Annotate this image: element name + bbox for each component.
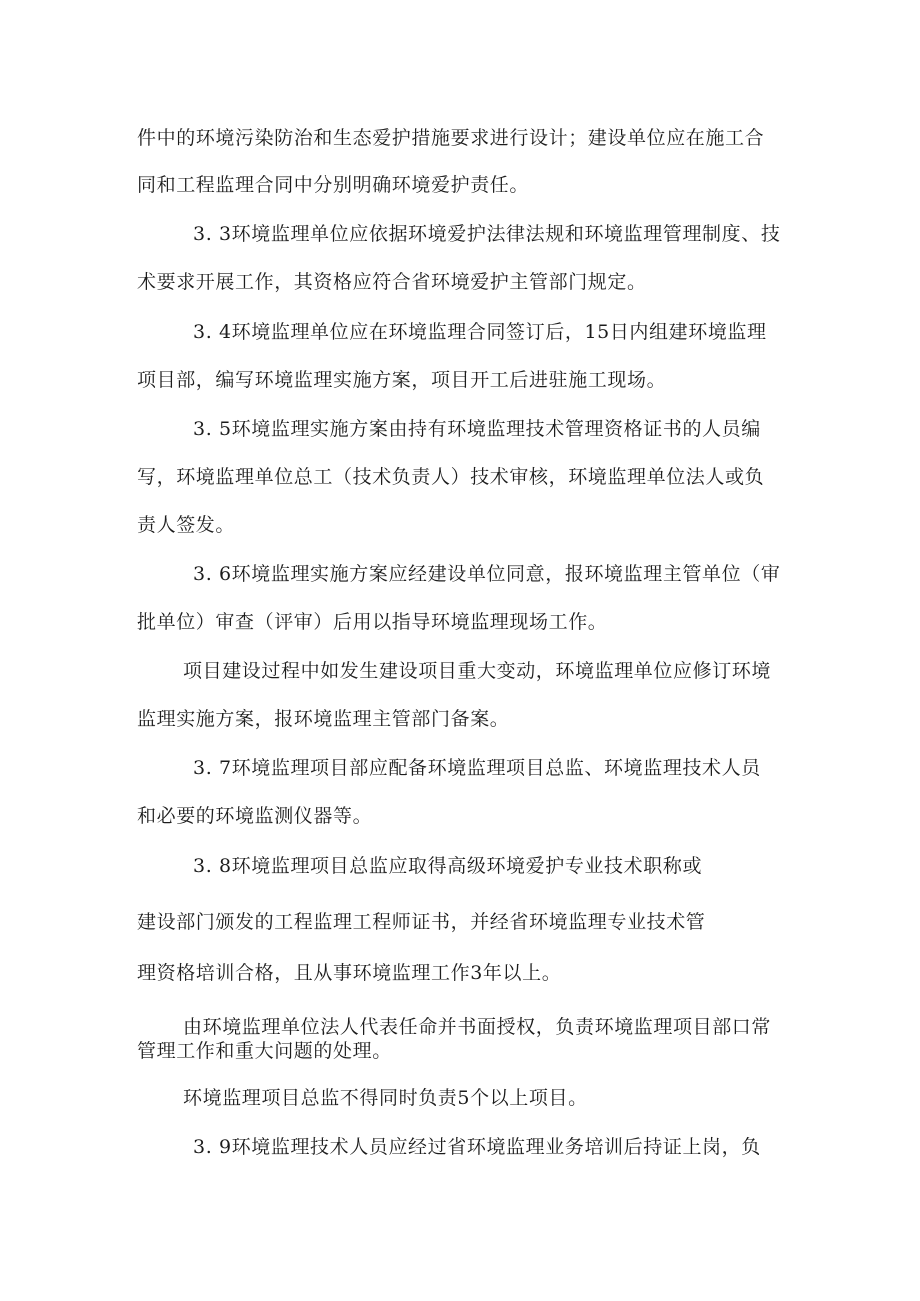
text-line: 3. 9环境监理技术人员应经过省环境监理业务培训后持证上岗，负 — [193, 1136, 761, 1158]
text-line: 3. 3环境监理单位应依据环境爱护法律法规和环境监理管理制度、技 — [193, 223, 781, 245]
text-line: 术要求开展工作，其资格应符合省环境爱护主管部门规定。 — [137, 271, 647, 293]
text-line: 由环境监理单位法人代表任命并书面授权，负责环境监理项目部口常 — [183, 1016, 772, 1038]
text-line: 建设部门颁发的工程监理工程师证书，并经省环境监理专业技术管 — [137, 911, 706, 933]
text-line: 3. 5环境监理实施方案由持有环境监理技术管理资格证书的人员编 — [193, 418, 761, 440]
text-line: 件中的环境污染防治和生态爱护措施要求进行设计；建设单位应在施工合 — [137, 127, 765, 149]
text-line: 3. 8环境监理项目总监应取得高级环境爱护专业技术职称或 — [193, 855, 703, 877]
text-line: 批单位）审查（评审）后用以指导环境监理现场工作。 — [137, 611, 608, 633]
text-line: 环境监理项目总监不得同时负责5个以上项目。 — [183, 1087, 588, 1109]
text-line: 同和工程监理合同中分别明确环境爱护责任。 — [137, 174, 530, 196]
text-line: 监理实施方案，报环境监理主管部门备案。 — [137, 708, 510, 730]
text-line: 责人签发。 — [137, 514, 236, 536]
text-line: 3. 6环境监理实施方案应经建设单位同意，报环境监理主管单位（审 — [193, 563, 781, 585]
text-line: 写，环境监理单位总工（技术负责人）技术审核，环境监理单位法人或负 — [137, 466, 765, 488]
text-line: 项目建设过程中如发生建设项目重大变动，环境监理单位应修订环境 — [183, 660, 772, 682]
text-line: 管理工作和重大问题的处理。 — [137, 1040, 392, 1062]
text-line: 项目部，编写环境监理实施方案，项目开工后进驻施工现场。 — [137, 369, 667, 391]
text-line: 3. 4环境监理单位应在环境监理合同签订后，15日内组建环境监理 — [193, 321, 767, 343]
text-line: 3. 7环境监理项目部应配备环境监理项目总监、环境监理技术人员 — [193, 757, 761, 779]
text-line: 和必要的环境监测仪器等。 — [137, 805, 373, 827]
text-line: 理资格培训合格，且从事环境监理工作3年以上。 — [137, 962, 562, 984]
